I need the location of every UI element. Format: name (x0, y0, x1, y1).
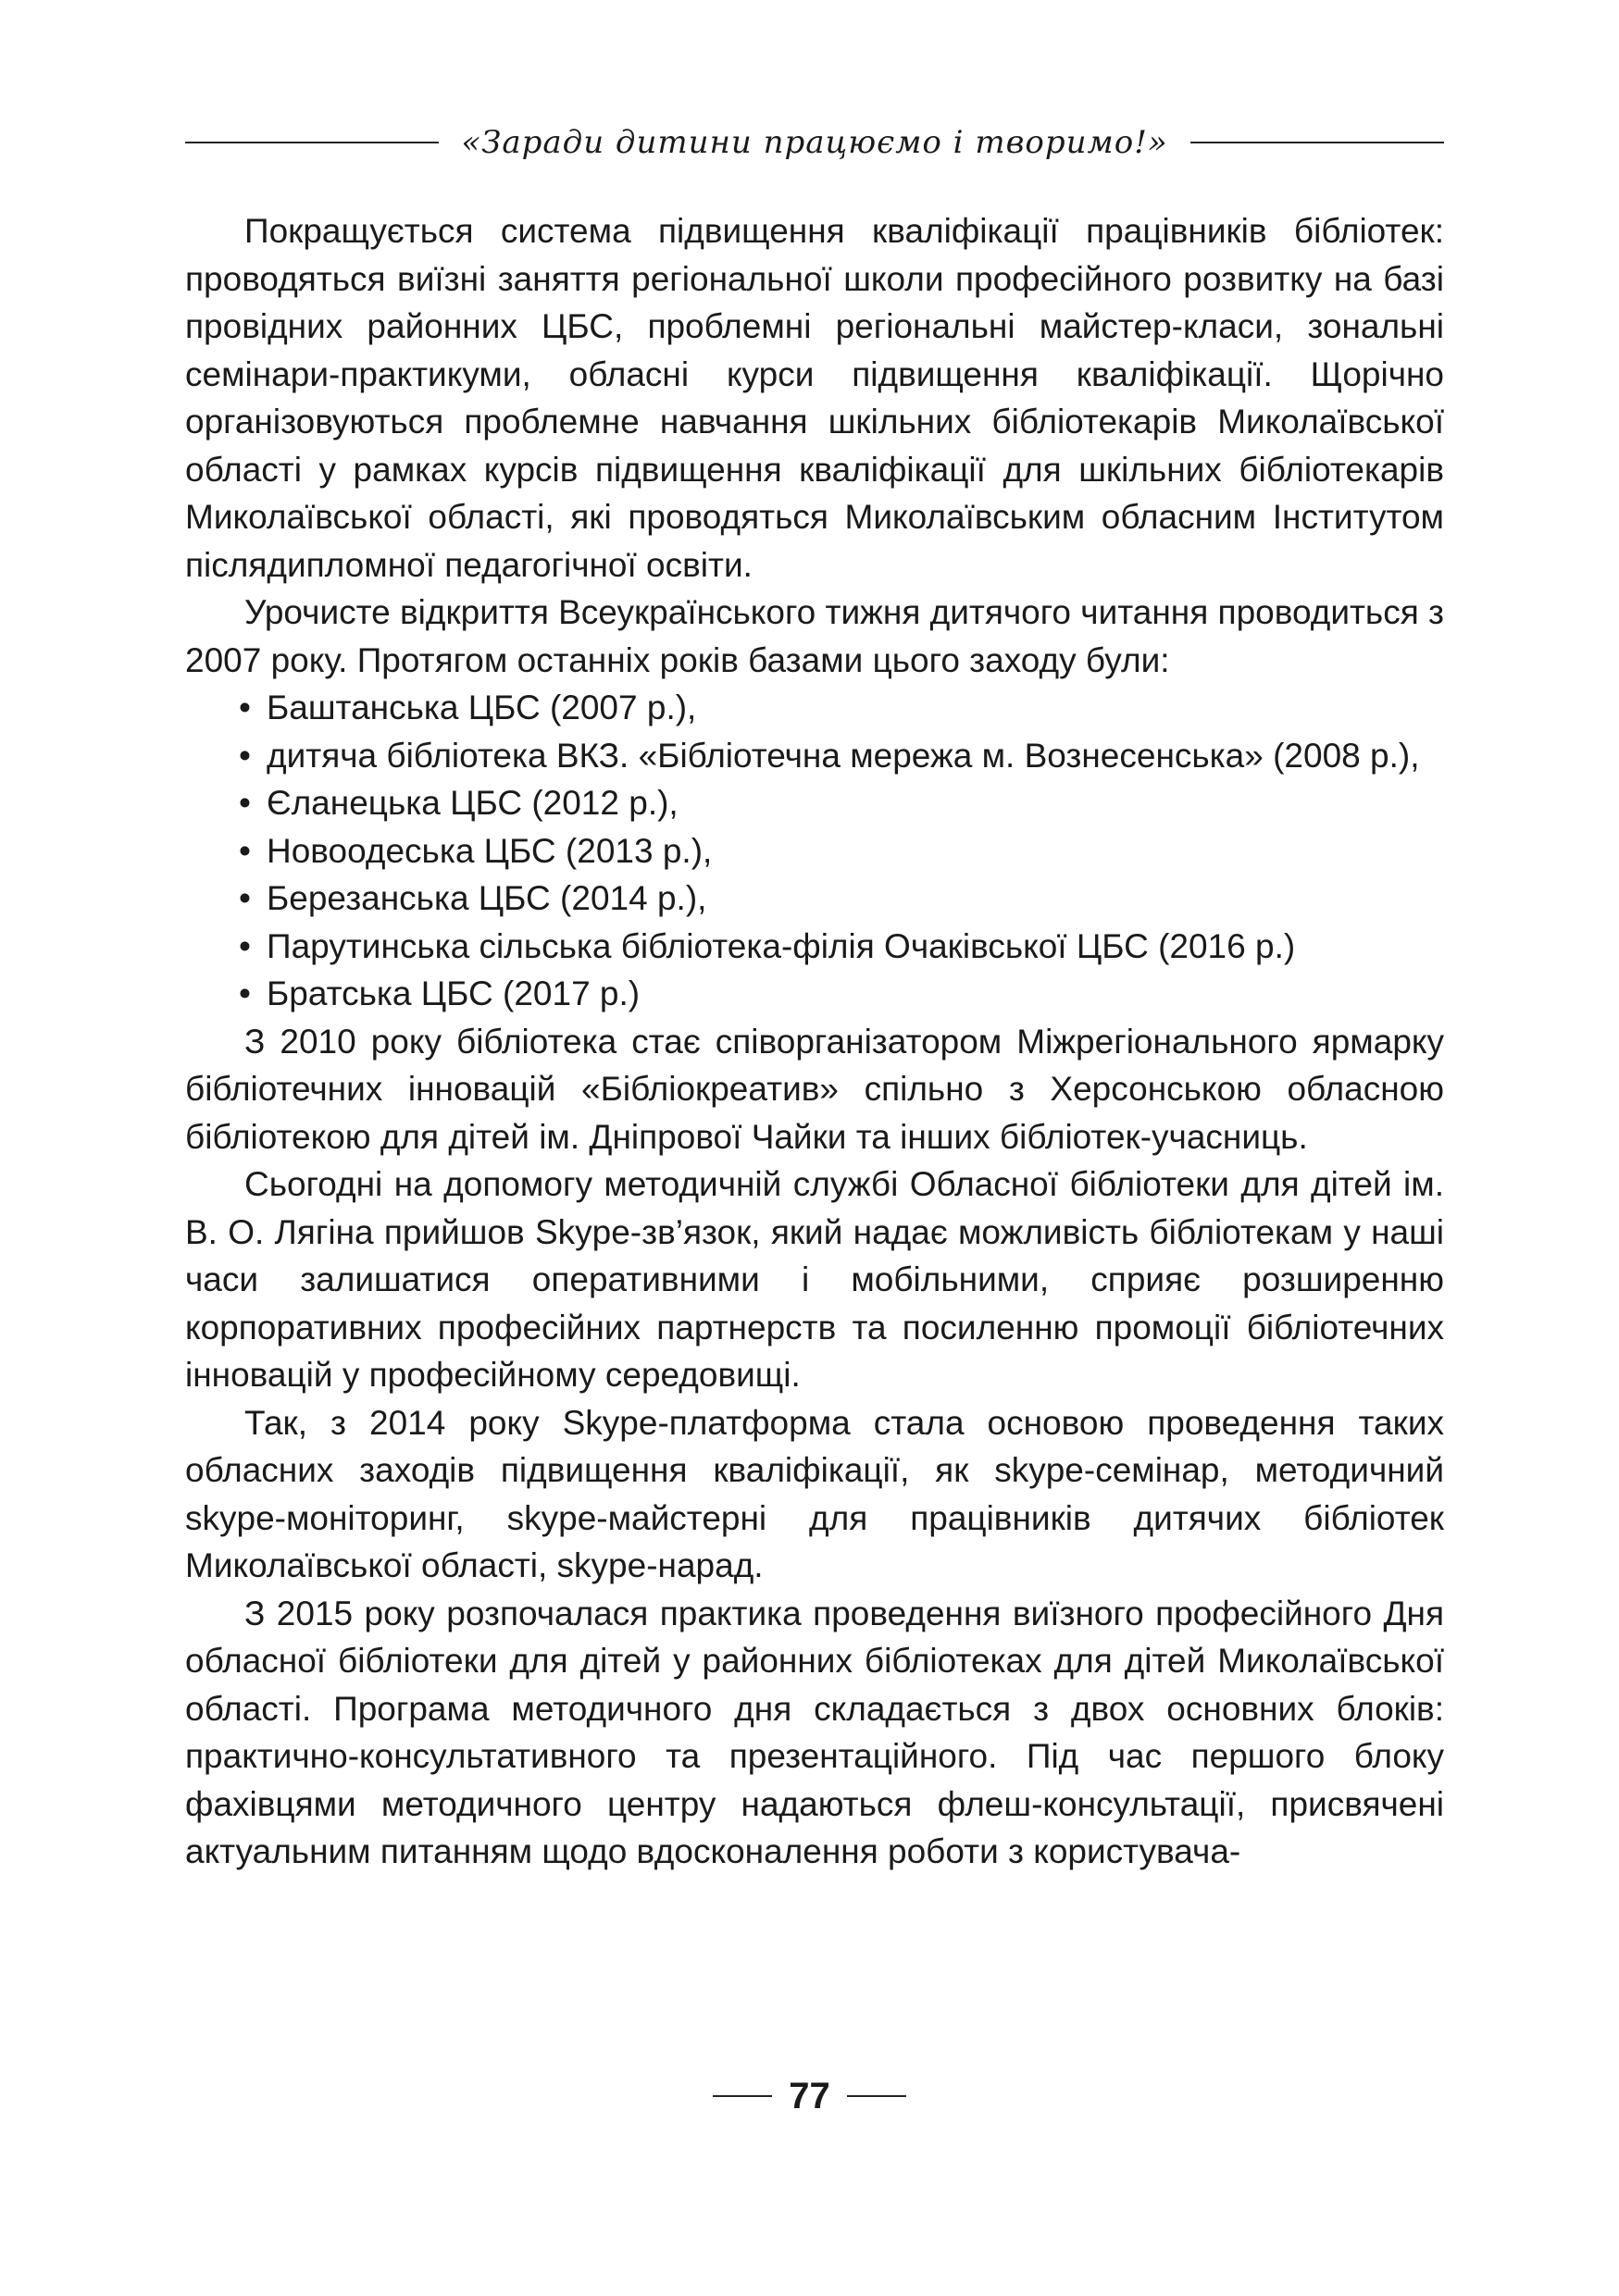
list-item (239, 923, 1444, 971)
running-header (185, 115, 1444, 170)
page-footer (0, 2068, 1619, 2124)
running-title: «Заради дитини працюємо і творимо!» (461, 124, 1168, 161)
list-item-text: Єланецька ЦБС (2012 р.), (267, 784, 679, 822)
paragraph: Так, з 2014 року Skype-платформа стала основою проведення таких обласних заходів підвищення кваліфікації, як skype-семінар, методичний skype-моніторинг, skype-майстерні для працівників дитячих бібліотек Миколаївської області, skype-нарад. (185, 1403, 1444, 1584)
footer-rule-left (713, 2095, 772, 2097)
bullet: • (239, 879, 251, 917)
list-item-text: Братська ЦБС (2017 р.) (267, 974, 641, 1012)
list-item-text: Березанська ЦБС (2014 р.), (267, 879, 707, 917)
page-body (185, 207, 1444, 1876)
header-rule-right (1190, 142, 1444, 143)
bullet: • (239, 926, 251, 965)
bullet: • (239, 689, 251, 726)
paragraph: Сьогодні на допомогу методичній службі Обласної бібліотеки для дітей ім. В. О. Лягіна прийшов Skype-зв’язок, який надає можливість бібліотекам у наші часи залишатися оперативними і мобільними, сприяє розширенню корпоративних професійних партнерств та посиленню промоції бібліотечних інновацій у професійному середовищі. (185, 1165, 1444, 1394)
paragraph: З 2015 року розпочалася практика проведення виїзного професійного Дня обласної бібліотеки для дітей у районних бібліотеках для дітей Миколаївської області. Програма методичного дня складається з двох основних блоків: практично-консультативного та презентаційного. Під час першого блоку фахівцями методичного центру надаються флеш-консультації, присвячені актуальним питанням щодо вдосконалення роботи з користувача- (185, 1594, 1444, 1870)
list-item (239, 970, 1444, 1018)
list-item (239, 732, 1444, 780)
paragraph: Покращується система підвищення кваліфікації працівників бібліотек: проводяться виїзні заняття регіональної школи професійного розвитку на базі провідних районних ЦБС, проблемні регіональні майстер-класи, зональні семінари-практикуми, обласні курси підвищення кваліфікації. Щорічно організовуються проблемне навчання шкільних бібліотекарів Миколаївської області у рамках курсів підвищення кваліфікації для шкільних бібліотекарів Миколаївської області, які проводяться Миколаївським обласним Інститутом післядипломної педагогічної освіти. (185, 212, 1444, 584)
list-item (239, 827, 1444, 875)
list-item-text: дитяча бібліотека ВКЗ. «Бібліотечна мережа м. Вознесенська» (2008 р.), (267, 736, 1420, 775)
bullet: • (239, 831, 251, 870)
page-number: 77 (789, 2075, 830, 2116)
bullet: • (239, 736, 251, 775)
paragraph: З 2010 року бібліотека стає співорганізатором Міжрегіонального ярмарку бібліотечних інновацій «Бібліокреатив» спільно з Херсонською обласною бібліотекою для дітей ім. Дніпрової Чайки та інших бібліотек-учасниць. (185, 1022, 1444, 1156)
list-item-text: Новоодеська ЦБС (2013 р.), (267, 831, 713, 870)
list-item-text: Парутинська сільська бібліотека-філія Очаківської ЦБС (2016 р.) (267, 926, 1296, 965)
bullet: • (239, 784, 251, 822)
paragraph: Урочисте відкриття Всеукраїнського тижня дитячого читання проводиться з 2007 року. Протягом останніх років базами цього заходу були: (185, 593, 1444, 679)
header-rule-left (185, 142, 439, 143)
bullet: • (239, 974, 251, 1012)
list-item (239, 684, 1444, 732)
footer-rule-right (847, 2095, 906, 2097)
bullet-list (185, 684, 1444, 1018)
list-item-text: Баштанська ЦБС (2007 р.), (267, 689, 697, 726)
list-item (239, 779, 1444, 827)
list-item (239, 875, 1444, 923)
